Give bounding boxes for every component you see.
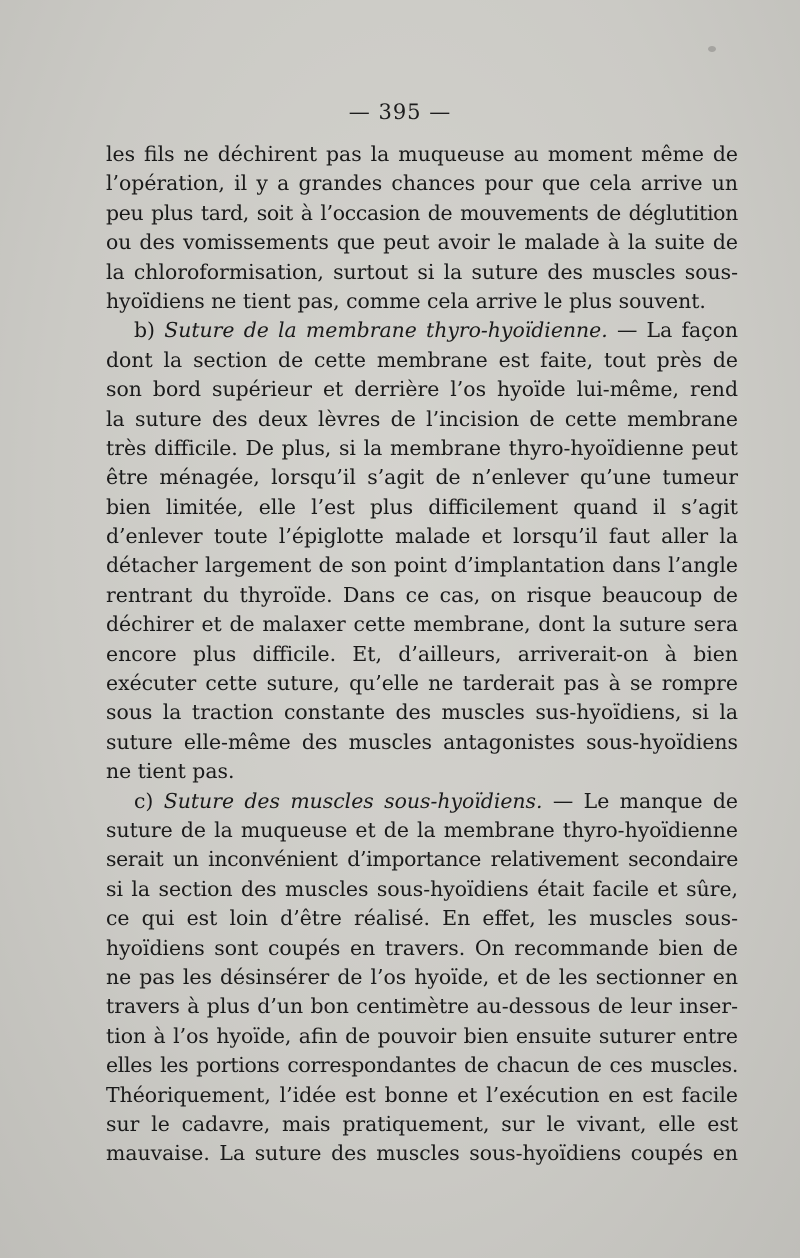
text-line: très difficile. De plus, si la membrane thyro-hyoïdienne peut xyxy=(106,435,738,460)
section-title-membrane: Suture de la membrane thyro-hyoïdienne. xyxy=(164,318,608,343)
text-line: son bord supérieur et derrière l’os hyoïde lui-même, rend xyxy=(106,377,738,402)
body-text xyxy=(106,140,738,1169)
section-title-continuation: — La façon xyxy=(616,318,738,343)
text-line: les fils ne déchirent pas la muqueuse au moment même de xyxy=(106,142,738,166)
text-line: si la section des muscles sous-hyoïdiens était facile et sûre, xyxy=(106,876,738,901)
paragraph-continuation xyxy=(106,140,738,316)
text-line: hyoïdiens sont coupés en travers. On recommande bien de xyxy=(106,935,738,960)
section-label-c: c) xyxy=(134,788,154,813)
text-line: bien limitée, elle l’est plus difficilement quand il s’agit xyxy=(106,494,738,519)
text-line: suture de la muqueuse et de la membrane thyro-hyoïdienne xyxy=(106,817,738,842)
text-line: Théoriquement, l’idée est bonne et l’exécution en est facile xyxy=(106,1082,738,1107)
text-line: dont la section de cette membrane est faite, tout près de xyxy=(106,347,738,372)
text-line: serait un inconvénient d’importance relativement secondaire xyxy=(106,847,738,872)
text-line: la chloroformisation, surtout si la suture des muscles sous- xyxy=(106,259,738,284)
section-title-continuation: — Le manque de xyxy=(552,788,738,813)
text-line: ou des vomissements que peut avoir le malade à la suite de xyxy=(106,230,738,255)
text-line: tion à l’os hyoïde, afin de pouvoir bien ensuite suturer entre xyxy=(106,1023,738,1048)
text-line: encore plus difficile. Et, d’ailleurs, arriverait-on à bien xyxy=(106,641,738,666)
ink-speck xyxy=(708,46,716,52)
text-line: ce qui est loin d’être réalisé. En effet, les muscles sous- xyxy=(106,906,738,931)
text-line: d’enlever toute l’épiglotte malade et lorsqu’il faut aller la xyxy=(106,524,738,549)
text-line: sous la traction constante des muscles sus-hyoïdiens, si la xyxy=(106,700,738,725)
section-heading-line xyxy=(106,316,738,345)
text-line: suture elle-même des muscles antagonistes sous-hyoïdiens xyxy=(106,729,738,754)
section-label-b: b) xyxy=(134,318,156,343)
text-line: rentrant du thyroïde. Dans ce cas, on risque beaucoup de xyxy=(106,582,738,607)
text-line: être ménagée, lorsqu’il s’agit de n’enlever qu’une tumeur xyxy=(106,465,738,490)
text-line: ne tient pas. xyxy=(106,759,235,784)
section-heading-line xyxy=(106,787,738,816)
text-line: mauvaise. La suture des muscles sous-hyoïdiens coupés en xyxy=(106,1141,738,1166)
text-line: sur le cadavre, mais pratiquement, sur le vivant, elle est xyxy=(106,1111,738,1136)
text-line: ne pas les désinsérer de l’os hyoïde, et de les sectionner en xyxy=(106,964,738,989)
text-line: travers à plus d’un bon centimètre au-dessous de leur inser- xyxy=(106,994,738,1019)
text-line: l’opération, il y a grandes chances pour que cela arrive un xyxy=(106,171,738,196)
page-number: — 395 — xyxy=(348,100,452,124)
text-line: elles les portions correspondantes de chacun de ces muscles. xyxy=(106,1053,738,1078)
text-line: peu plus tard, soit à l’occasion de mouvements de déglutition xyxy=(106,200,738,225)
text-line: exécuter cette suture, qu’elle ne tarderait pas à se rompre xyxy=(106,671,738,696)
section-title-muscles: Suture des muscles sous-hyoïdiens. xyxy=(163,788,543,813)
text-line: déchirer et de malaxer cette membrane, dont la suture sera xyxy=(106,612,738,637)
text-line: détacher largement de son point d’implantation dans l’angle xyxy=(106,553,738,578)
text-line: la suture des deux lèvres de l’incision de cette membrane xyxy=(106,406,738,431)
paragraph-membrane-suture xyxy=(106,316,738,786)
text-line: hyoïdiens ne tient pas, comme cela arrive le plus souvent. xyxy=(106,288,706,313)
paragraph-muscle-suture xyxy=(106,787,738,1169)
